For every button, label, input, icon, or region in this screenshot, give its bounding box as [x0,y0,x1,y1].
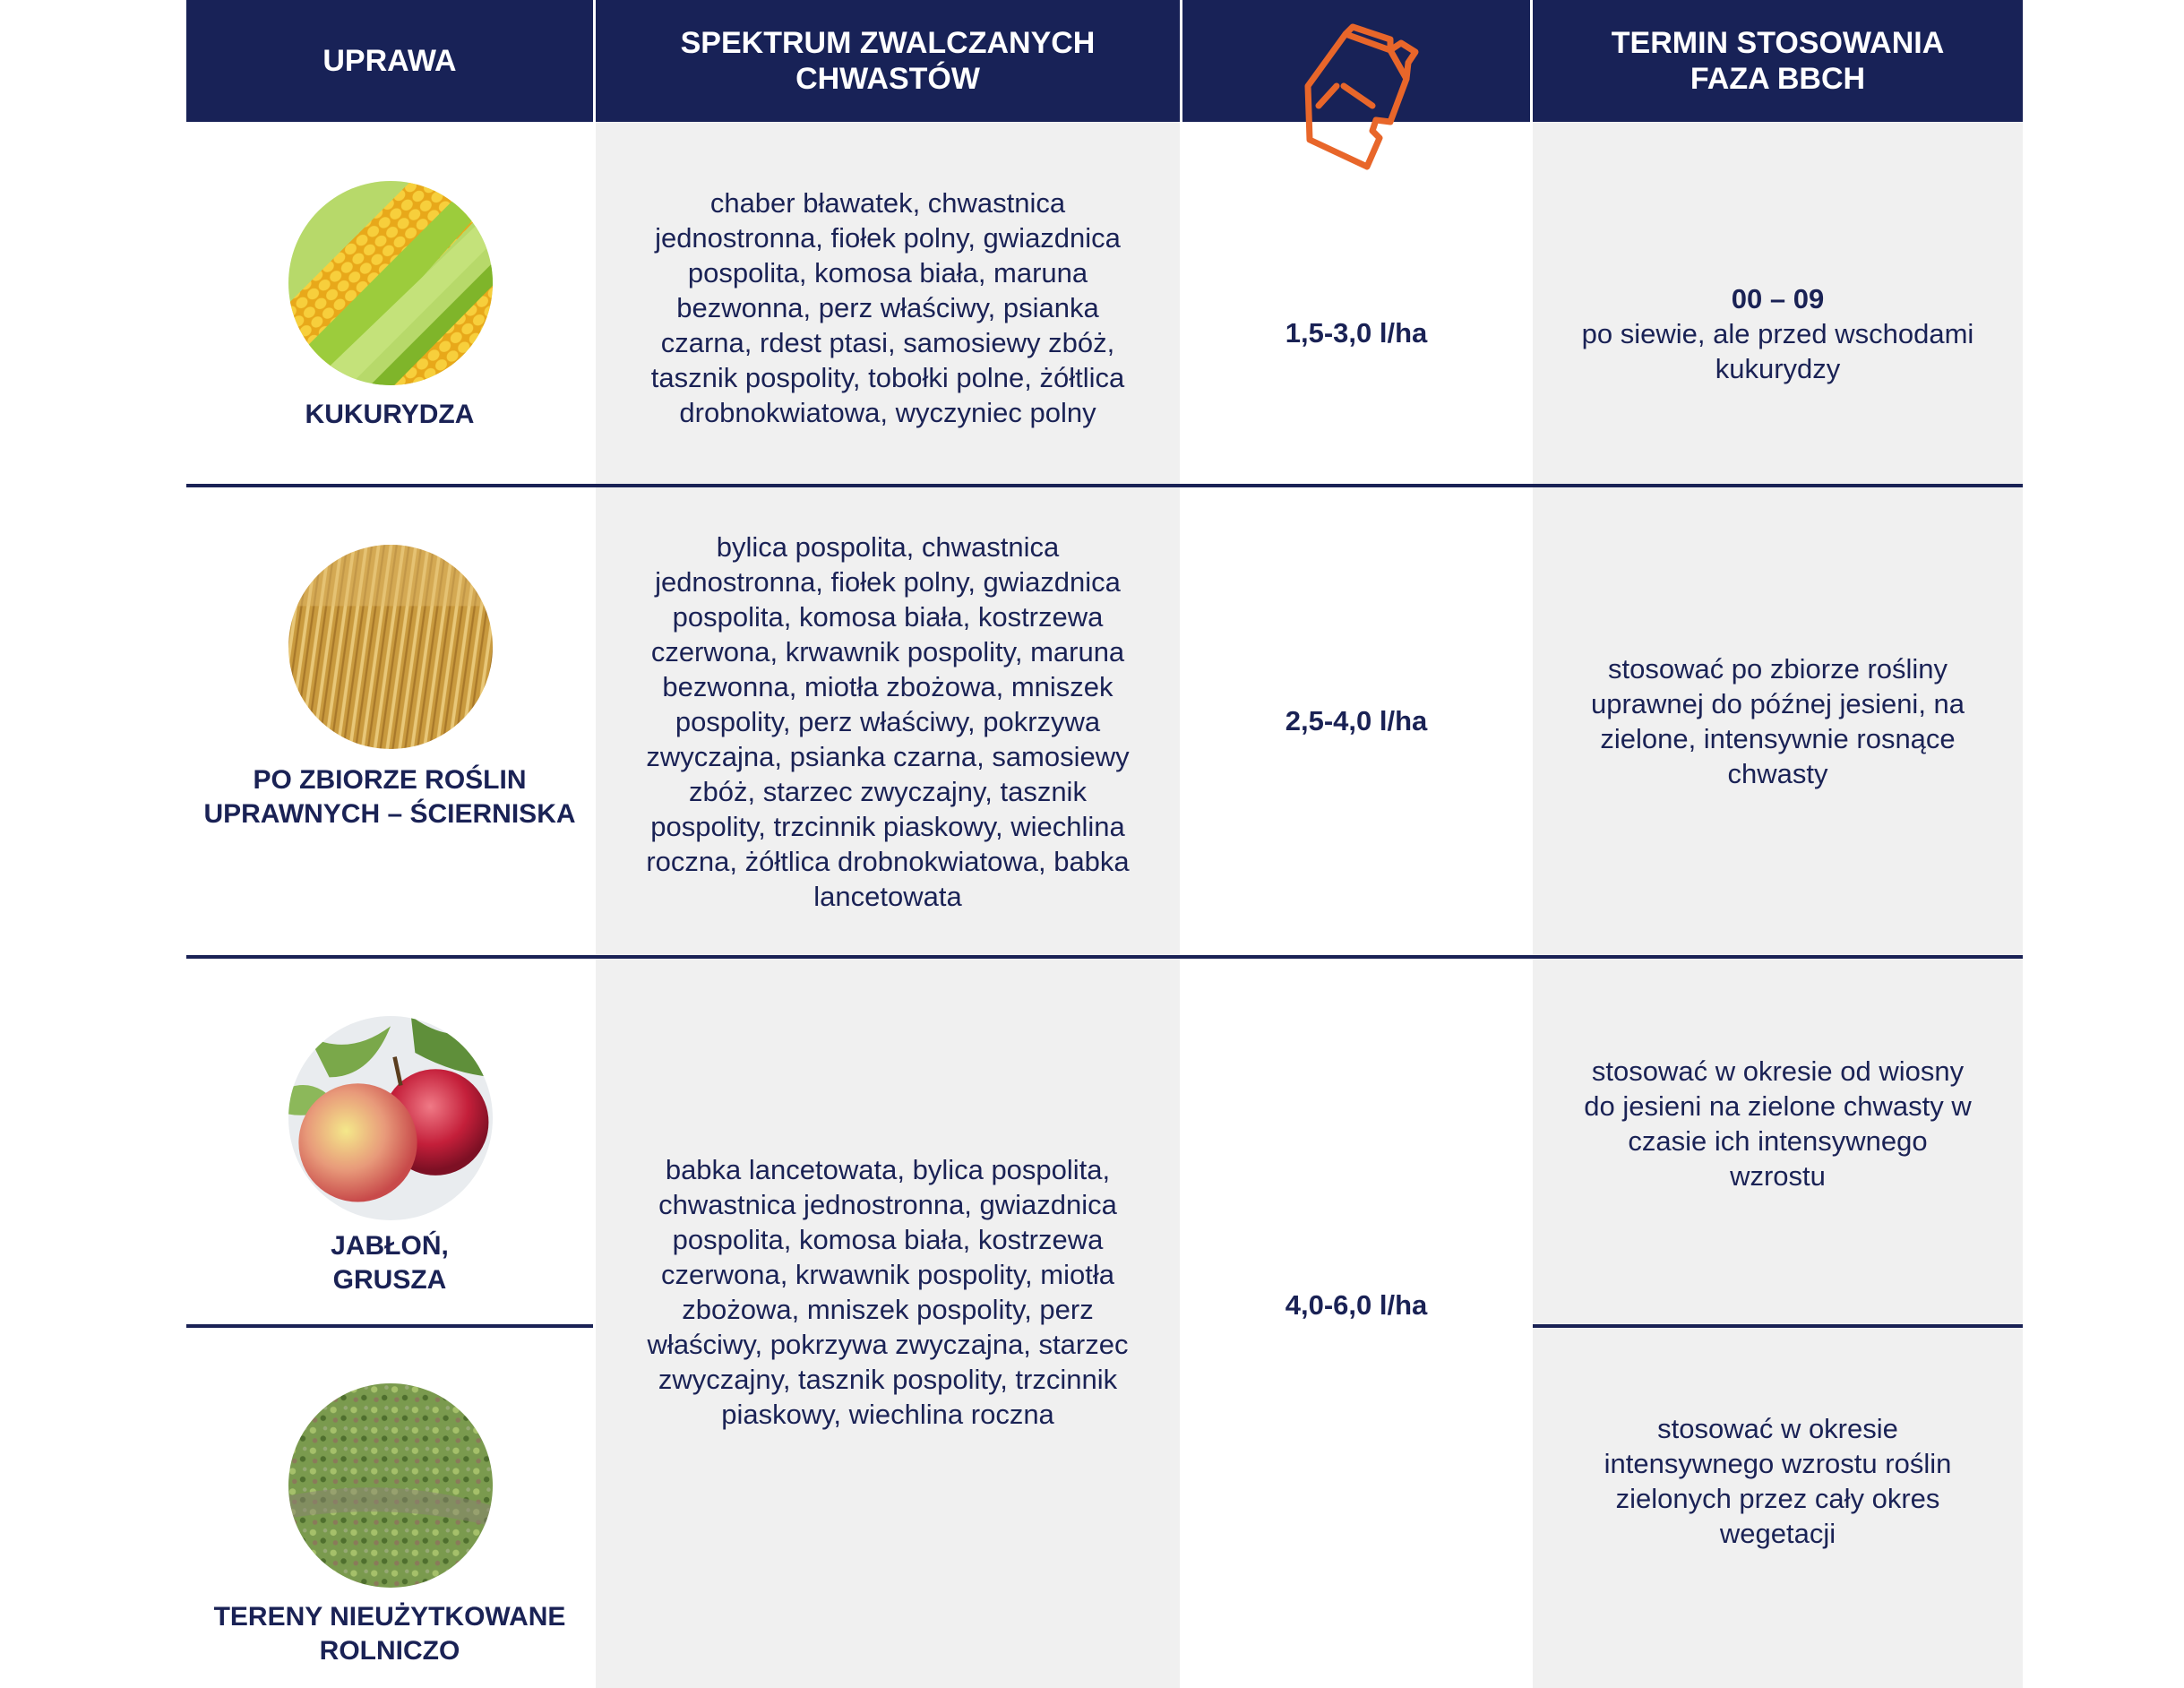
header-crop-label: UPRAWA [322,44,457,78]
crop-label-corn-text: KUKURYDZA [305,400,475,429]
shared-weeds-cell [596,959,1180,1688]
shared-weeds-text: babka lancetowata, bylica pospolita, chwastnica jednostronna, gwiazdnica pospolita, komosa biała, kostrzewa czerwona, krwawnik pospolity, miotła zbożowa, mniszek pospolity, perz właściwy, pokrzywa zwyczajna, starzec zwyczajny, tasznik pospolity, trzcinnik piaskowy, wiechlina roczna [647,1154,1129,1430]
row-divider-crop-3 [186,1324,593,1328]
crop-label-orchard-line2: GRUSZA [332,1265,447,1295]
orchard-term-text: stosować w okresie od wiosny do jesieni na zielone chwasty w czasie ich intensywnego wzrostu [1584,1055,1972,1192]
header-term-line2: FAZA BBCH [1690,62,1866,96]
stubble-photo [288,545,493,749]
header-term-line1: TERMIN STOSOWANIA [1611,26,1945,60]
crop-label-fallow-line2: ROLNICZO [319,1636,460,1666]
corn-photo [288,181,493,385]
corn-term-cell [1533,122,2023,484]
corn-term [1581,281,1975,386]
crop-label-fallow [186,1600,593,1668]
orchard-term-cell [1533,959,2023,1324]
stubble-dose-value: 2,5-4,0 l/ha [1285,705,1428,736]
crop-label-corn [186,398,593,432]
crop-label-stubble [186,763,593,831]
apple-photo [288,1016,493,1220]
crop-label-stubble-line1: PO ZBIORZE ROŚLIN [253,765,527,795]
crop-label-orchard [186,1229,593,1297]
crop-label-orchard-line1: JABŁOŃ, [331,1231,449,1261]
header-term [1533,0,2023,122]
stubble-weeds-cell [596,487,1180,955]
corn-term-text: po siewie, ale przed wschodami kukurydzy [1581,317,1974,384]
corn-weeds-text: chaber bławatek, chwastnica jednostronna, fiołek polny, gwiazdnica pospolita, komosa biała, maruna bezwonna, perz właściwy, psianka czarna, rdest ptasi, samosiewy zbóż, tasznik pospolity, tobołki polne, żółtlica drobnokwiatowa, wyczyniec polny [650,186,1125,428]
header-crop [186,0,593,122]
header-weeds [596,0,1180,122]
stubble-dose-cell [1182,487,1530,955]
crop-label-stubble-line2: UPRAWNYCH – ŚCIERNISKA [203,799,576,829]
corn-dose-cell [1182,122,1530,484]
fallow-term-text: stosować w okresie intensywnego wzrostu roślin zielonych przez cały okres wegetacji [1604,1413,1952,1549]
shared-dose-value: 4,0-6,0 l/ha [1285,1289,1428,1321]
corn-term-bbch: 00 – 09 [1731,282,1825,314]
fallow-land-photo [288,1383,493,1588]
stubble-term-cell [1533,487,2023,955]
shared-dose-cell [1182,959,1530,1688]
stubble-weeds-text: bylica pospolita, chwastnica jednostronna, fiołek polny, gwiazdnica pospolita, komosa biała, kostrzewa czerwona, krwawnik pospolity, maruna bezwonna, miotła zbożowa, mniszek pospolity, perz właściwy, pokrzywa zwyczajna, psianka czarna, samosiewy zbóż, starzec zwyczajny, tasznik pospolity, trzcinnik piaskowy, wiechlina roczna, żółtlica drobnokwiatowa, babka lancetowata [646,530,1130,912]
header-weeds-line1: SPEKTRUM ZWALCZANYCH [680,26,1096,60]
stubble-term-text: stosować po zbiorze rośliny uprawnej do późnej jesieni, na zielone, intensywnie rosnące chwasty [1590,653,1965,789]
fallow-term-cell [1533,1328,2023,1688]
corn-dose-value: 1,5-3,0 l/ha [1285,317,1428,349]
corn-weeds-cell [596,122,1180,484]
header-weeds-line2: CHWASTÓW [795,62,980,96]
crop-label-fallow-line1: TERENY NIEUŻYTKOWANE [213,1602,566,1632]
